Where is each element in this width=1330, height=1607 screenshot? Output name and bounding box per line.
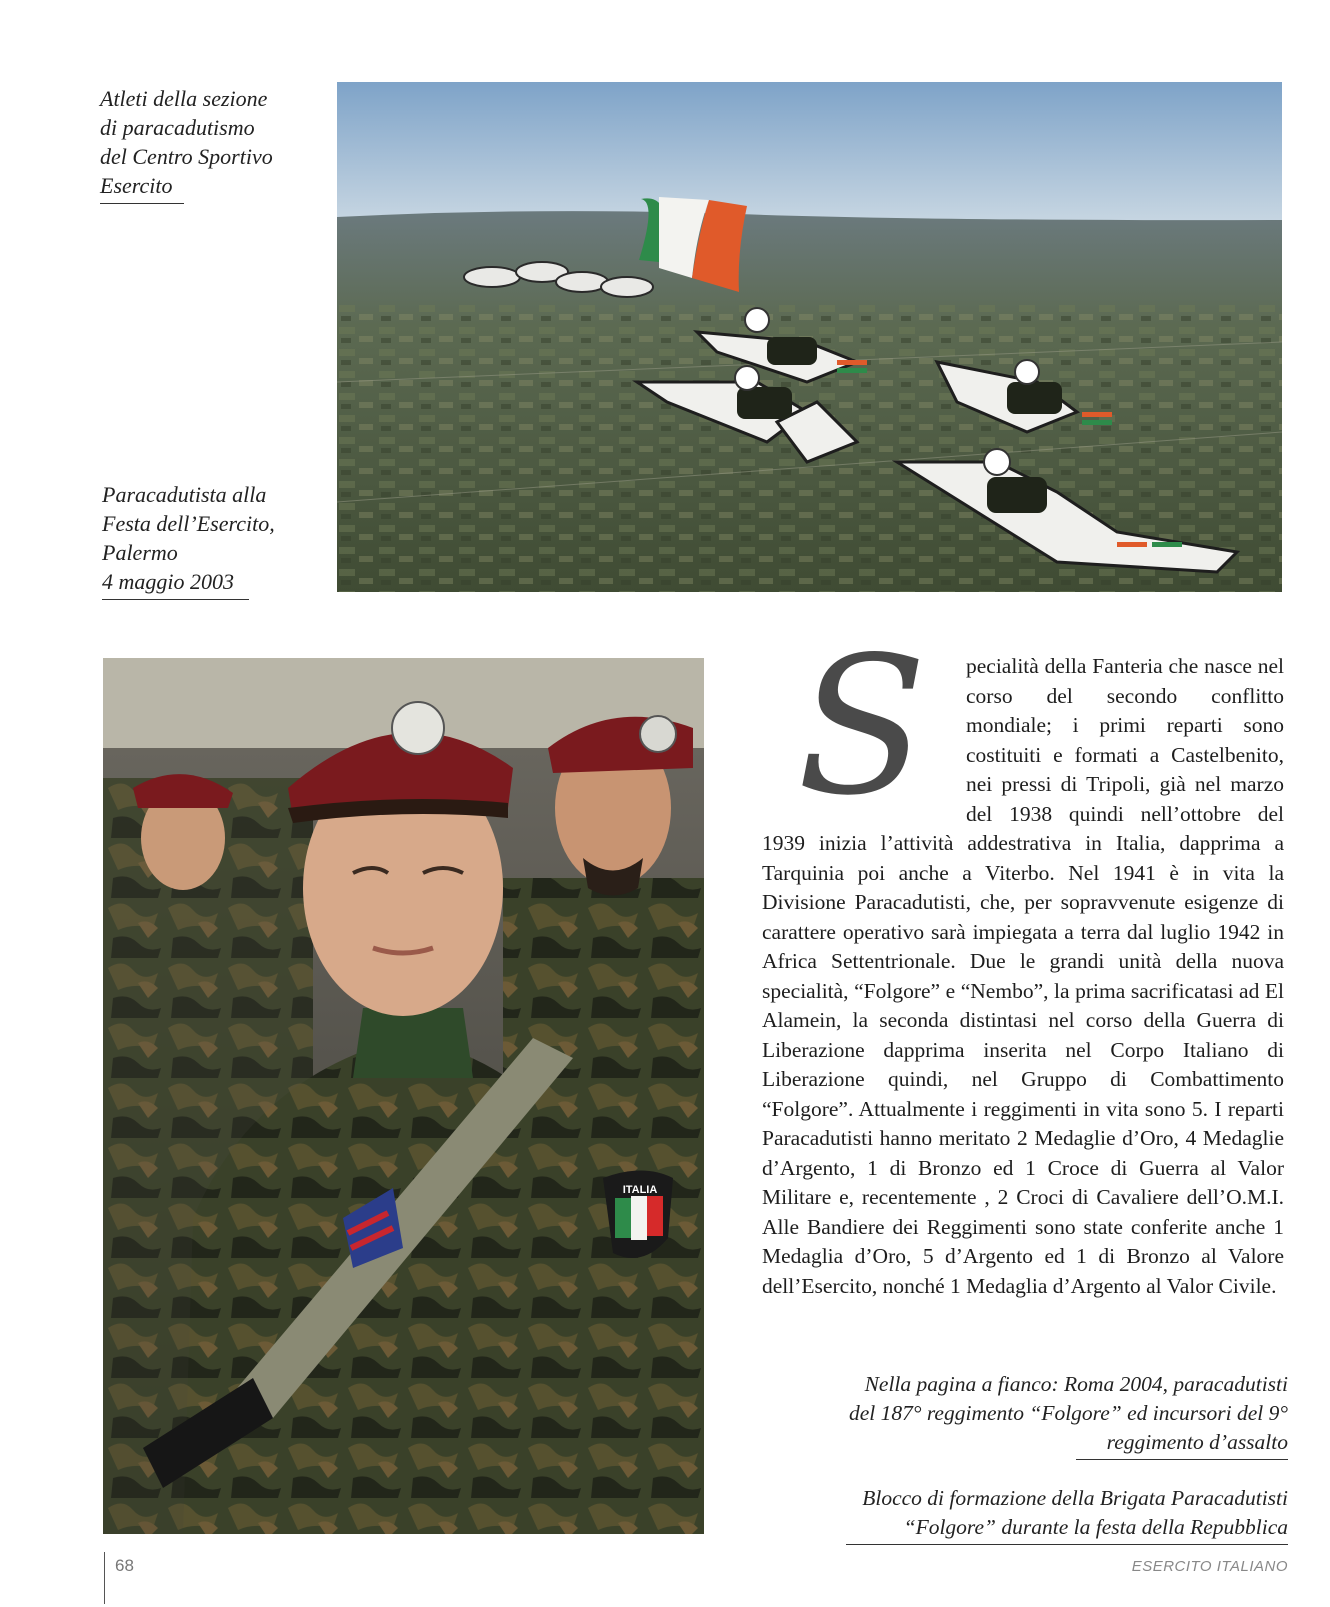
caption-underline [102,599,249,600]
caption-line: Atleti della sezione [100,86,268,111]
caption-line: Festa dell’Esercito, [102,511,275,536]
drop-cap: S [796,616,928,837]
caption-line: “Folgore” durante la festa della Repubblica [903,1515,1288,1539]
caption-line: di paracadutismo [100,115,255,140]
caption-line: reggimento d’assalto [1106,1430,1288,1454]
paratroopers-illustration [103,658,704,1534]
caption-underline [100,203,184,204]
photo-skydivers-formation [337,82,1282,592]
caption-line: del Centro Sportivo [100,144,273,169]
article-body [762,616,1284,1301]
caption-line: Esercito [100,173,173,198]
page-number: 68 [115,1556,134,1575]
caption-line: 4 maggio 2003 [102,569,234,594]
photo-paratroopers-parade [103,658,704,1534]
caption-underline [1076,1459,1288,1460]
caption-facing-page [768,1370,1288,1460]
caption-skydivers [100,84,300,204]
patch-label: ITALIA [622,1184,658,1196]
caption-line: Blocco di formazione della Brigata Paracadutisti [862,1486,1288,1510]
journal-name: ESERCITO ITALIANO [1131,1558,1288,1575]
caption-paratrooper [102,480,322,600]
caption-underline [846,1544,1288,1545]
caption-line: Nella pagina a fianco: Roma 2004, paracadutisti [864,1372,1288,1396]
skydivers-illustration [337,82,1282,592]
article-text: pecialità della Fanteria che nasce nel corso del secondo conflitto mondiale; i primi reparti sono costituiti e formati a Castelbenito, nei pressi di Tripoli, già nel marzo del 1938 quindi nell’ottobre del 1939 inizia l’attività addestrativa in Italia, dapprima a Tarquinia poi anche a Viterbo. Nel 1941 è in vita la Divisione Paracadutisti, che, per sopravvenute esigenze di carattere operativo sarà impiegata a terra dal luglio 1942 in Africa Settentrionale. Due le grandi unità della nuova specialità, “Folgore” e “Nembo”, la prima sacrificatasi ad El Alamein, la seconda distintasi nel corso della Guerra di Liberazione dapprima inserita nel Corpo Italiano di Liberazione quindi, nel Gruppo di Combattimento “Folgore”. Attualmente i reggimenti in vita sono 5. I reparti Paracadutisti hanno meritato 2 Medaglie d’Oro, 4 Medaglie d’Argento, 1 di Bronzo ed 1 Croce di Guerra al Valor Militare e, recentemente , 2 Croci di Cavaliere dell’O.M.I. Alle Bandiere dei Reggimenti sono state conferite anche 1 Medaglia d’Oro, 5 d’Argento ed 1 di Bronzo al Valore dell’Esercito, nonché 1 Medaglia d’Argento al Valor Civile. [762,654,1284,1298]
caption-line: Paracadutista alla [102,482,267,507]
footer-divider [104,1552,105,1604]
caption-brigade [768,1484,1288,1545]
caption-line: Palermo [102,540,178,565]
caption-line: del 187° reggimento “Folgore” ed incursori del 9° [849,1401,1288,1425]
